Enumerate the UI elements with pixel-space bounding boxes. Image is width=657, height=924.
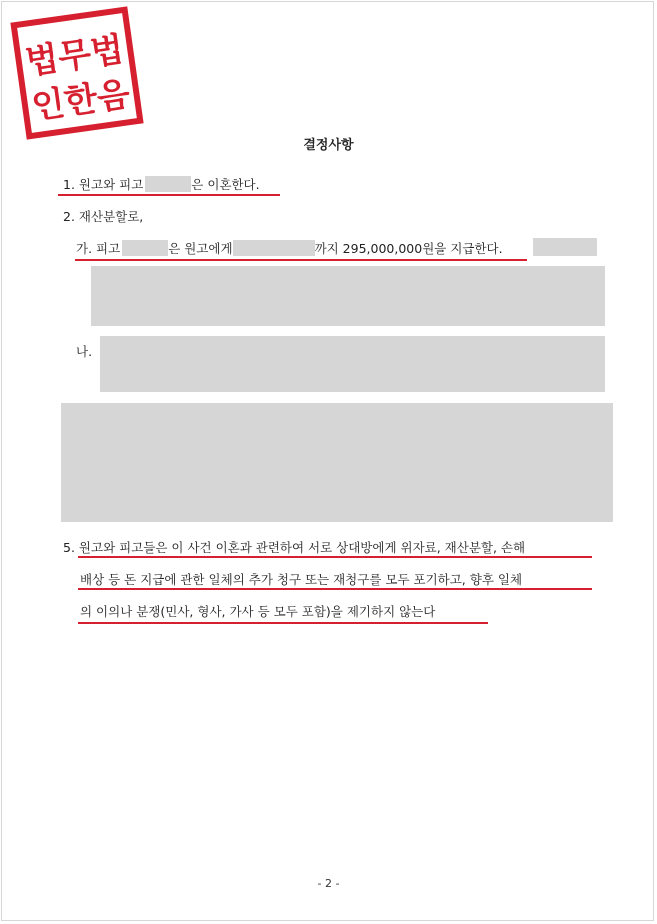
- page-number: - 2 -: [317, 877, 340, 890]
- item-5-underline-1: [78, 556, 592, 558]
- item-2a-underline: [75, 259, 527, 261]
- law-firm-stamp: [10, 6, 143, 139]
- item-5-underline-3: [78, 622, 488, 624]
- item-2a-text-2: 은 원고에게: [168, 241, 233, 256]
- item-2a-label: 가.: [76, 241, 93, 256]
- item-1: [63, 175, 260, 193]
- item-5-text-1: 원고와 피고들은 이 사건 이혼과 관련하여 서로 상대방에게 위자료, 재산분할, 손해: [78, 540, 526, 555]
- item-2b-label: 나.: [76, 344, 93, 359]
- redaction-block: [233, 240, 315, 256]
- redaction-block: [533, 238, 597, 256]
- item-2b: [76, 342, 92, 360]
- svg-text:법무법: 법무법: [23, 29, 127, 83]
- item-2a: [76, 239, 503, 257]
- redaction-block: [100, 336, 605, 392]
- item-2a-text-3: 까지 295,000,000원을 지급한다.: [314, 241, 503, 256]
- stamp-graphic: [17, 13, 137, 133]
- item-2-text: 재산분할로,: [78, 209, 144, 224]
- redaction-block: [122, 240, 168, 256]
- redaction-block: [145, 176, 191, 192]
- item-1-text-after: 은 이혼한다.: [191, 177, 260, 192]
- item-5-underline-2: [78, 588, 592, 590]
- redaction-block: [61, 403, 613, 522]
- item-5-number: 5.: [63, 540, 75, 555]
- item-1-text-before: 원고와 피고: [78, 177, 144, 192]
- item-2: [63, 207, 143, 225]
- item-2-number: 2.: [63, 209, 75, 224]
- item-5: [63, 538, 603, 628]
- item-1-number: 1.: [63, 177, 75, 192]
- item-2a-text-1: 피고: [96, 241, 121, 256]
- redaction-block: [91, 266, 605, 326]
- item-5-line-1: [63, 538, 525, 556]
- item-5-line-3: 의 이의나 분쟁(민사, 형사, 가사 등 모두 포함)을 제기하지 않는다: [80, 604, 436, 619]
- svg-text:인한음: 인한음: [29, 74, 133, 128]
- page-title: 결정사항: [303, 138, 354, 153]
- item-1-underline: [58, 194, 280, 196]
- item-5-line-2: 배상 등 돈 지급에 관한 일체의 추가 청구 또는 재청구를 모두 포기하고, 향후 일체: [80, 572, 523, 587]
